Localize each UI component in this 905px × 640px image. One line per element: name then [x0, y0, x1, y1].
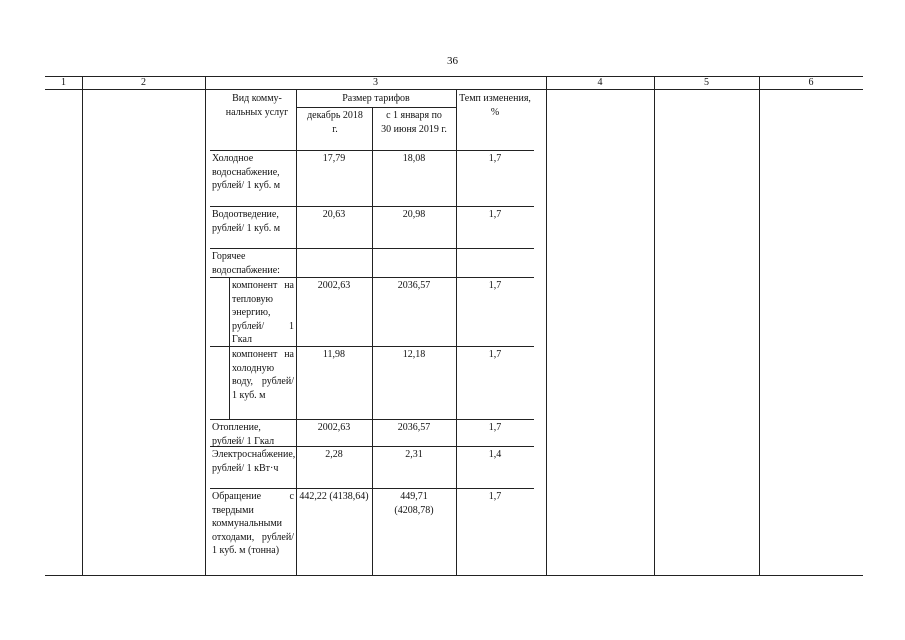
header-jan-jun-2019: с 1 января по 30 июня 2019 г. [381, 110, 447, 135]
row-solid-waste-dec-2018: 442,22 (4138,64) [299, 491, 369, 502]
row-cold-water-growth: 1,7 [488, 153, 502, 164]
outer-col-divider-4 [654, 76, 655, 575]
row-electricity-growth: 1,4 [488, 449, 502, 460]
column-number-3: 3 [373, 77, 378, 88]
row-service-hot-water-heat-component: компонент на тепловую энергию, рублей/ 1 Гкал [232, 280, 294, 345]
row-solid-waste-jan-jun-2019: 449,71 (4208,78) [394, 491, 434, 516]
inner-subcolumn-left [229, 278, 230, 419]
row-heat-component-jan-jun-2019: 2036,57 [397, 280, 431, 291]
row-service-hot-water-cold-component: компонент на холодную воду, рублей/ 1 куб. м [232, 349, 294, 401]
row-heat-component-growth: 1,7 [488, 280, 502, 291]
page-number: 36 [447, 55, 458, 67]
row-service-heating: Отопление, рублей/ 1 Гкал [212, 422, 275, 447]
outer-col-divider-2 [205, 76, 206, 575]
inner-tariff-group-underline [296, 107, 456, 108]
column-number-2: 2 [141, 77, 146, 88]
row-service-solid-waste: Обращение с твердыми коммунальными отходами, рублей/ 1 куб. м (тонна) [212, 491, 294, 556]
header-dec-2018: декабрь 2018 г. [307, 110, 363, 135]
row-electricity-jan-jun-2019: 2,31 [405, 449, 423, 460]
row-cold-component-growth: 1,7 [488, 349, 502, 360]
outer-table-header-border [45, 89, 863, 90]
row-cold-water-dec-2018: 17,79 [322, 153, 346, 164]
column-number-4: 4 [597, 77, 603, 88]
row-service-sewerage: Водоотведение, рублей/ 1 куб. м [212, 209, 281, 234]
row-solid-waste-growth: 1,7 [488, 491, 502, 502]
header-growth-rate: Темп изменения, % [459, 93, 531, 118]
row-heating-growth: 1,7 [488, 422, 502, 433]
outer-col-divider-5 [759, 76, 760, 575]
row-service-electricity: Электроснабжение, рублей/ 1 кВт·ч [212, 449, 296, 474]
row-service-hot-water: Горячее водоспабжение: [212, 251, 280, 276]
row-electricity-dec-2018: 2,28 [325, 449, 343, 460]
row-service-cold-water: Холодное водоснабжение, рублей/ 1 куб. м [212, 153, 281, 191]
row-heating-dec-2018: 2002,63 [317, 422, 351, 433]
column-number-1: 1 [61, 77, 66, 88]
row-heating-jan-jun-2019: 2036,57 [397, 422, 431, 433]
header-service: Вид комму-нальных услуг [225, 93, 289, 118]
row-heat-component-dec-2018: 2002,63 [317, 280, 351, 291]
header-tariff-group: Размер тарифов [342, 93, 410, 104]
outer-col-divider-1 [82, 76, 83, 575]
row-sewerage-growth: 1,7 [488, 209, 502, 220]
inner-col-divider-dec [372, 107, 373, 575]
row-sewerage-dec-2018: 20,63 [322, 209, 346, 220]
column-number-5: 5 [704, 77, 709, 88]
row-sewerage-jan-jun-2019: 20,98 [402, 209, 426, 220]
row-cold-component-jan-jun-2019: 12,18 [402, 349, 426, 360]
row-cold-water-jan-jun-2019: 18,08 [402, 153, 426, 164]
row-cold-component-dec-2018: 11,98 [322, 349, 346, 360]
outer-col-divider-3 [546, 76, 547, 575]
outer-table-bottom-border [45, 575, 863, 576]
column-number-6: 6 [808, 77, 814, 88]
